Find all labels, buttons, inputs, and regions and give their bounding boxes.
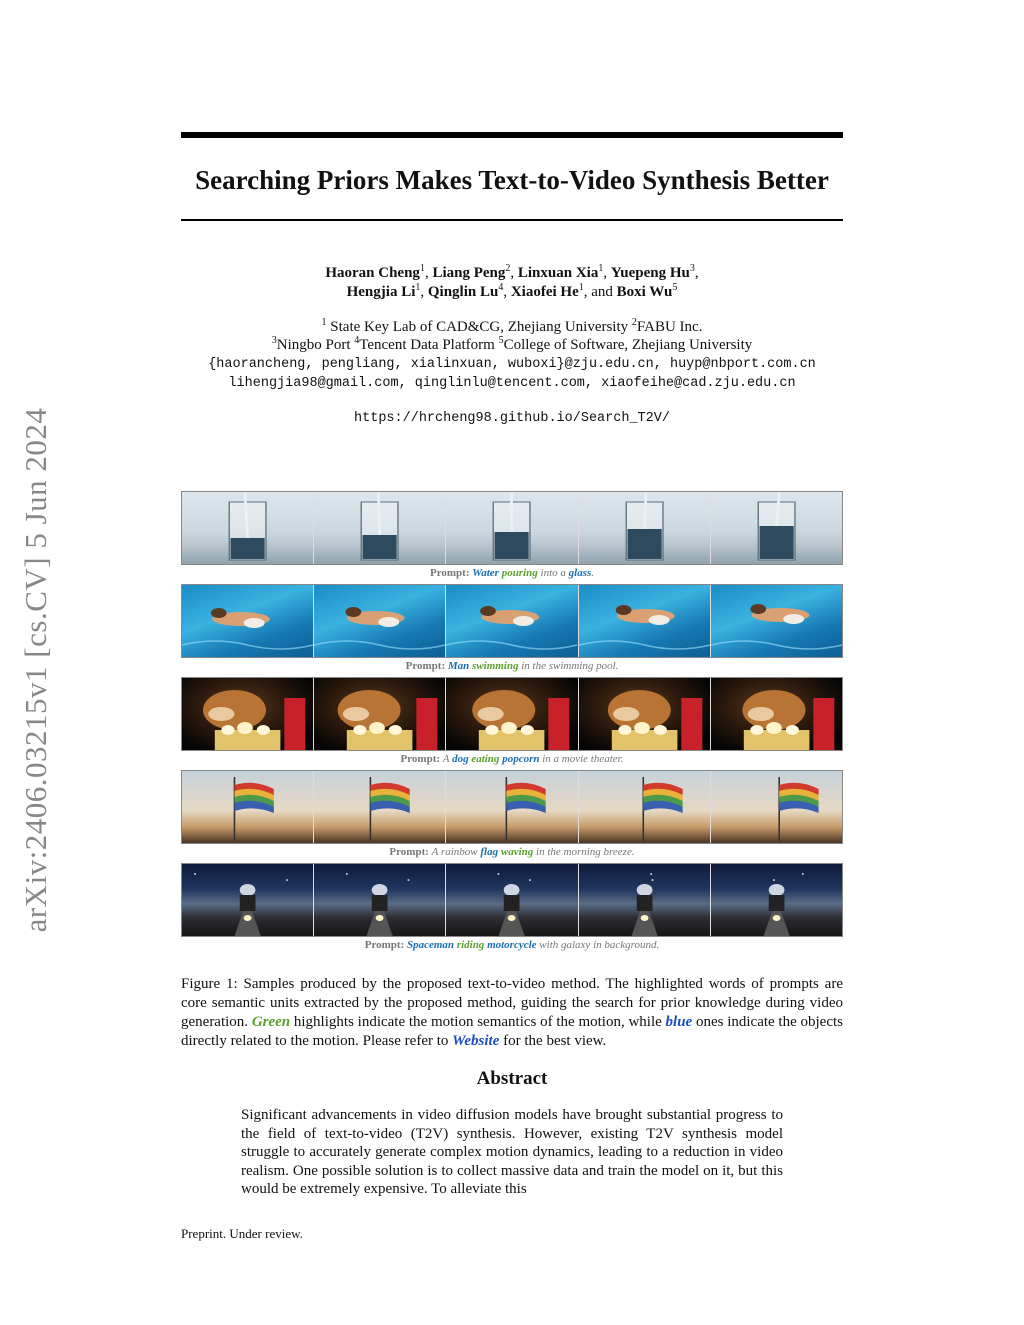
caption-text: highlights indicate the motion semantics of the motion, while bbox=[290, 1014, 666, 1030]
video-frame-image bbox=[446, 492, 578, 564]
arxiv-side-stamp bbox=[10, 380, 62, 960]
figure-caption bbox=[181, 975, 843, 1051]
affiliation-line-1: $^1$ State Key Lab of CAD&CG, Zhejiang University $^2$FABU Inc. bbox=[321, 317, 703, 335]
author-affil-mark: 1 bbox=[598, 263, 604, 274]
video-frame-image bbox=[579, 678, 711, 750]
abstract-text: Significant advancements in video diffusion models have brought substantial progress to the field of text-to-video (T2V) synthesis. However, existing T2V synthesis model struggle to accurately generate complex motion dynamics, leading to a reduction in video realism. One possible solution is to collect massive data and train the model on it, but this would be extremely expensive. To alleviate this bbox=[241, 1107, 783, 1197]
prompt-object-word: Spaceman bbox=[406, 939, 455, 951]
figure-frame-strip bbox=[181, 677, 843, 751]
prompt-object-word: motorcycle bbox=[487, 939, 537, 951]
title-bottom-rule bbox=[181, 219, 843, 221]
video-frame-image bbox=[711, 864, 842, 936]
prompt-object-word: popcorn bbox=[502, 753, 540, 765]
author-affil-mark: 1 bbox=[419, 263, 425, 274]
caption-text: Figure 1: Samples produced by the proposed text-to-video method. The highlighted words of prompts are core semantic units extracted by the proposed method, guiding the search for prior knowledge during video generation. bbox=[181, 976, 843, 1030]
author-line-1: Haoran Cheng$^1$, Liang Peng$^2$, Linxuan Xia$^1$, Yuepeng Hu$^3$, bbox=[325, 263, 699, 281]
prompt-motion-word: pouring bbox=[501, 567, 538, 579]
video-frame-image bbox=[182, 678, 314, 750]
caption-text: ones indicate the objects directly related to the motion. Please refer to bbox=[181, 1014, 843, 1049]
prompt-motion-word: waving bbox=[500, 846, 534, 858]
affiliation-text: FABU Inc. bbox=[636, 319, 703, 335]
video-frame-image bbox=[579, 492, 711, 564]
prompt-object-word: flag bbox=[480, 846, 499, 858]
prompt-object-word: Man bbox=[447, 660, 470, 672]
author-name: Xiaofei He bbox=[510, 284, 579, 300]
video-frame-image bbox=[314, 492, 446, 564]
affiliation-line-2: $^3$Ningbo Port $^4$Tencent Data Platform $^5$College of Software, Zhejiang University bbox=[271, 335, 753, 353]
video-frame-image bbox=[446, 585, 578, 657]
figure-prompt bbox=[181, 752, 843, 766]
caption-green-highlight: Green bbox=[251, 1014, 291, 1030]
email-line: {haorancheng, pengliang, xialinxuan, wuboxi}@zju.edu.cn, huyp@nbport.com.cn bbox=[208, 357, 816, 372]
author-affil-mark: 4 bbox=[498, 282, 504, 293]
email-line: lihengjia98@gmail.com, qinglinlu@tencent.com, xiaofeihe@cad.zju.edu.cn bbox=[228, 376, 796, 391]
prompt-motion-word: eating bbox=[471, 753, 500, 765]
footer-note: Preprint. Under review. bbox=[181, 1226, 303, 1241]
figure-prompt bbox=[181, 659, 843, 673]
prompt-object-word: Water bbox=[472, 567, 499, 579]
video-frame-image bbox=[579, 771, 711, 843]
title-top-rule bbox=[181, 132, 843, 138]
affiliation-text: State Key Lab of CAD&CG, Zhejiang University bbox=[330, 319, 629, 335]
paper-title: Searching Priors Makes Text-to-Video Synthesis Better bbox=[195, 165, 829, 195]
video-frame-image bbox=[182, 585, 314, 657]
author-affil-mark: 1 bbox=[578, 282, 584, 293]
video-frame-image bbox=[711, 771, 842, 843]
video-frame-image bbox=[314, 585, 446, 657]
video-frame-image bbox=[182, 864, 314, 936]
figure-frame-strip bbox=[181, 770, 843, 844]
video-frame-image bbox=[446, 771, 578, 843]
abstract-heading: Abstract bbox=[476, 1068, 548, 1089]
author-name: Linxuan Xia bbox=[517, 265, 599, 281]
video-frame-image bbox=[314, 771, 446, 843]
caption-text: for the best view. bbox=[499, 1033, 607, 1049]
prompt-text: in the swimming pool. bbox=[518, 660, 619, 672]
prompt-label: Prompt: bbox=[429, 567, 473, 579]
video-frame-image bbox=[446, 678, 578, 750]
video-frame-image bbox=[711, 678, 842, 750]
affiliation-text: Tencent Data Platform bbox=[359, 337, 495, 353]
author-line-2: Hengjia Li$^1$, Qinglin Lu$^4$, Xiaofei He$^1$, and Boxi Wu$^5$ bbox=[346, 282, 678, 300]
prompt-text: A rainbow bbox=[431, 846, 481, 858]
affiliations bbox=[181, 318, 843, 354]
figure-frame-strip bbox=[181, 863, 843, 937]
author-name: Hengjia Li bbox=[346, 284, 416, 300]
prompt-label: Prompt: bbox=[400, 753, 443, 765]
video-frame-image bbox=[711, 585, 842, 657]
video-frame-image bbox=[579, 864, 711, 936]
figure-prompt bbox=[181, 845, 843, 859]
figure-frame-strip bbox=[181, 584, 843, 658]
author-name: Boxi Wu bbox=[616, 284, 673, 300]
author-affil-mark: 5 bbox=[672, 282, 678, 293]
video-frame-image bbox=[182, 771, 314, 843]
prompt-text: with galaxy in background. bbox=[536, 939, 660, 951]
figure-prompt bbox=[181, 566, 843, 580]
affiliation-text: Ningbo Port bbox=[276, 337, 351, 353]
figure-frame-strip bbox=[181, 491, 843, 565]
video-frame-image bbox=[579, 585, 711, 657]
author-affil-mark: 1 bbox=[415, 282, 421, 293]
prompt-object-word: dog bbox=[452, 753, 469, 765]
video-frame-image bbox=[446, 864, 578, 936]
video-frame-image bbox=[314, 678, 446, 750]
author-name: Haoran Cheng bbox=[325, 265, 420, 281]
prompt-text: A bbox=[442, 753, 453, 765]
caption-blue-highlight: blue bbox=[665, 1014, 693, 1030]
project-url-link[interactable]: https://hrcheng98.github.io/Search_T2V/ bbox=[354, 411, 670, 426]
video-frame-image bbox=[182, 492, 314, 564]
website-link[interactable]: Website bbox=[452, 1033, 500, 1049]
prompt-motion-word: swimming bbox=[472, 660, 519, 672]
arxiv-identifier: arXiv:2406.03215v1 [cs.CV] 5 Jun 2024 bbox=[18, 407, 53, 933]
author-list bbox=[181, 264, 843, 302]
author-affil-mark: 2 bbox=[505, 263, 511, 274]
prompt-label: Prompt: bbox=[364, 939, 407, 951]
prompt-motion-word: riding bbox=[456, 939, 485, 951]
author-name: Liang Peng bbox=[432, 265, 506, 281]
video-frame-image bbox=[314, 864, 446, 936]
author-name: Qinglin Lu bbox=[427, 284, 499, 300]
prompt-text: . bbox=[591, 567, 595, 579]
author-affil-mark: 3 bbox=[689, 263, 695, 274]
author-emails bbox=[150, 355, 874, 393]
figure-prompt bbox=[181, 938, 843, 952]
prompt-label: Prompt: bbox=[405, 660, 448, 672]
prompt-label: Prompt: bbox=[389, 846, 432, 858]
prompt-object-word: glass bbox=[568, 567, 592, 579]
affiliation-text: College of Software, Zhejiang University bbox=[503, 337, 753, 353]
prompt-text: into a bbox=[537, 567, 569, 579]
prompt-text: in a movie theater. bbox=[539, 753, 624, 765]
video-frame-image bbox=[711, 492, 842, 564]
prompt-text: in the morning breeze. bbox=[533, 846, 635, 858]
author-name: Yuepeng Hu bbox=[610, 265, 690, 281]
